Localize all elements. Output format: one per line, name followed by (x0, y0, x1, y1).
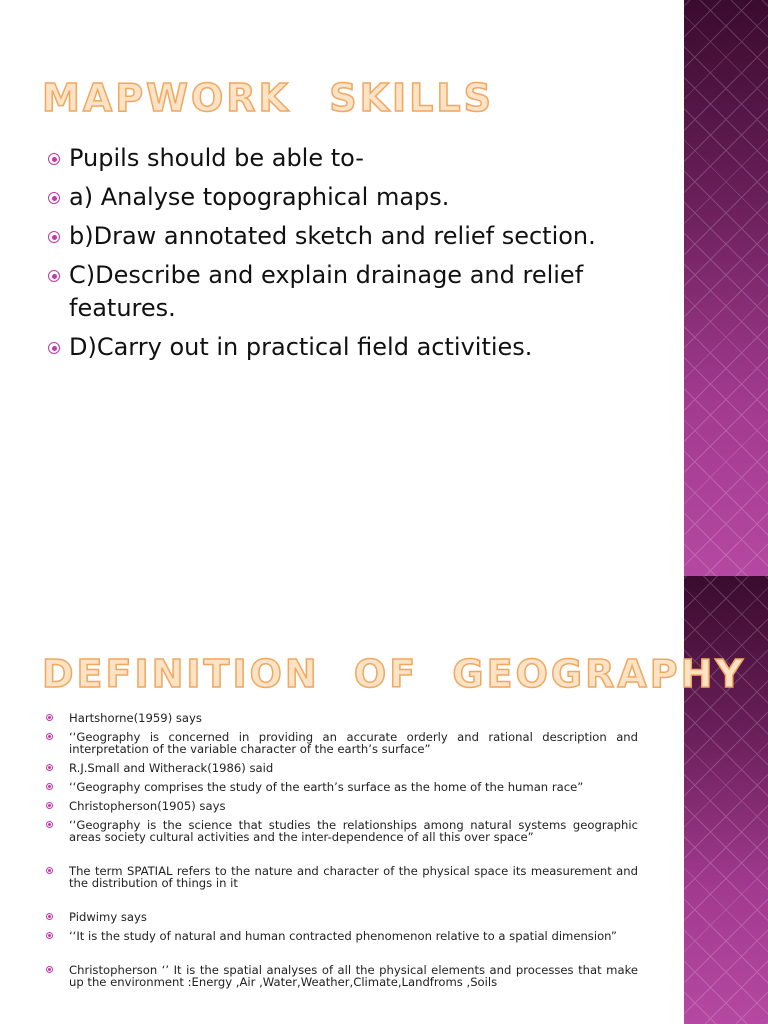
decorative-sidebar (684, 0, 768, 576)
list-item: ‘‘Geography is concerned in providing an accurate orderly and rational description and interpretation of the variable character of the earth’s surface” (46, 731, 638, 755)
list-item: ‘‘It is the study of natural and human contracted phenomenon relative to a spatial dimension” (46, 930, 638, 942)
list-item: ‘‘Geography comprises the study of the earth’s surface as the home of the human race” (46, 781, 638, 793)
bullet-icon (46, 783, 53, 790)
bullet-icon (48, 192, 60, 204)
slide-title: MAPWORK SKILLS (42, 76, 494, 120)
bullet-icon (46, 821, 53, 828)
list-item: b)Draw annotated sketch and relief section. (48, 220, 608, 253)
list-item: C)Describe and explain drainage and relief features. (48, 259, 608, 325)
decorative-sidebar (684, 576, 768, 1024)
bullet-icon (46, 913, 53, 920)
bullet-list (46, 712, 638, 995)
bullet-icon (46, 714, 53, 721)
bullet-list (48, 142, 608, 370)
list-item: R.J.Small and Witherack(1986) said (46, 762, 638, 774)
list-item: Christopherson ‘’ It is the spatial analyses of all the physical elements and processes that make up the environment :Energy ,Air ,Water,Weather,Climate,Landfroms ,Soils (46, 964, 638, 988)
list-item: Hartshorne(1959) says (46, 712, 638, 724)
bullet-icon (48, 153, 60, 165)
list-item: a) Analyse topographical maps. (48, 181, 608, 214)
list-item: Christopherson(1905) says (46, 800, 638, 812)
bullet-icon (46, 867, 53, 874)
list-item: ‘‘Geography is the science that studies the relationships among natural systems geographic areas society cultural activities and the inter-dependence of all this over space” (46, 819, 638, 843)
list-item: Pupils should be able to- (48, 142, 608, 175)
list-item: D)Carry out in practical field activities. (48, 331, 608, 364)
bullet-icon (46, 764, 53, 771)
bullet-icon (46, 966, 53, 973)
slide-title: DEFINITION OF GEOGRAPHY (42, 652, 746, 696)
bullet-icon (46, 932, 53, 939)
bullet-icon (46, 733, 53, 740)
bullet-icon (48, 231, 60, 243)
bullet-icon (48, 342, 60, 354)
list-item: The term SPATIAL refers to the nature and character of the physical space its measurement and the distribution of things in it (46, 865, 638, 889)
list-item: Pidwimy says (46, 911, 638, 923)
slide-definition-of-geography (0, 576, 768, 1024)
bullet-icon (48, 270, 60, 282)
bullet-icon (46, 802, 53, 809)
